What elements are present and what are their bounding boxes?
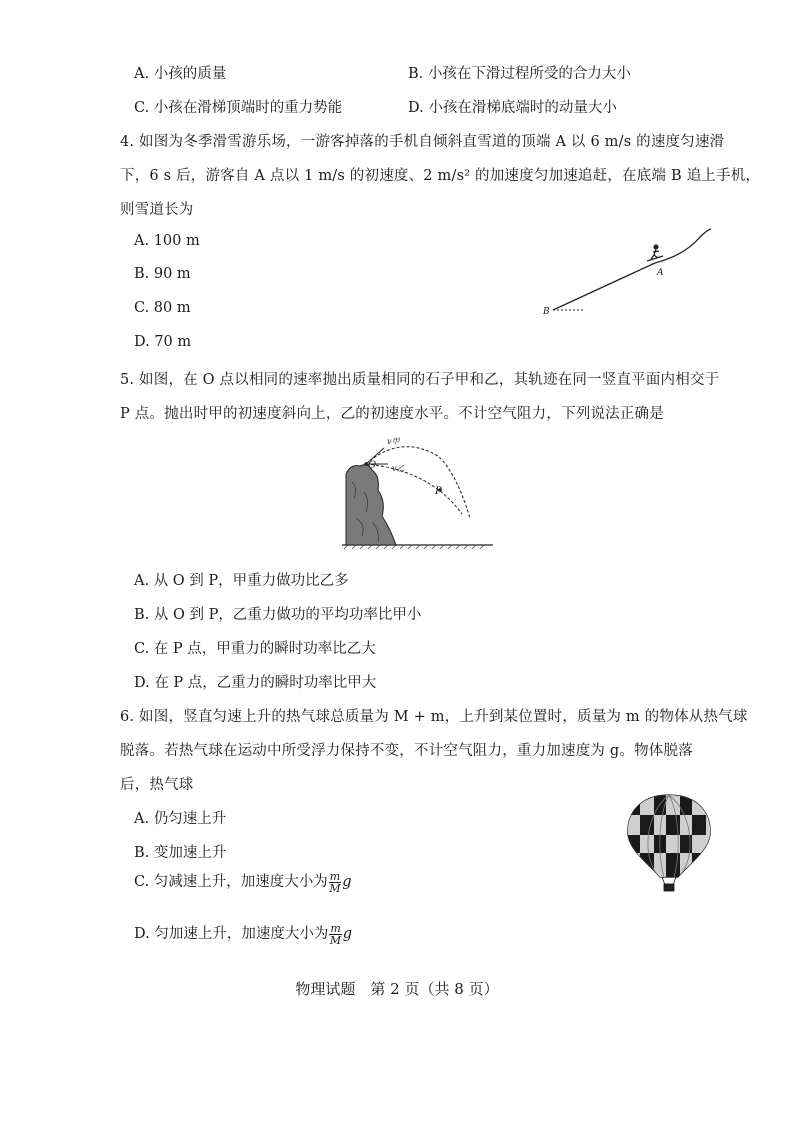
skier-icon bbox=[647, 245, 663, 262]
fraction-numerator: m bbox=[330, 921, 341, 935]
fraction-numerator: m bbox=[329, 869, 341, 883]
point-o-label: O bbox=[368, 460, 377, 471]
q4-option-a: A. 100 m bbox=[134, 233, 200, 249]
gravity-symbol: g bbox=[342, 874, 352, 890]
q4-stem-line2: 下，6 s 后，游客自 A 点以 1 m/s 的初速度、2 m/s² 的加速度匀加速追赶，在底端 B 追上手机， bbox=[120, 168, 761, 184]
q6-option-d-text: D. 匀加速上升，加速度大小为 bbox=[134, 926, 329, 942]
balloon-basket bbox=[664, 884, 674, 891]
q6-stem-line2: 脱落。若热气球在运动中所受浮力保持不变，不计空气阻力，重力加速度为 g。物体脱落 bbox=[120, 743, 693, 759]
q5-stem-line2: P 点。抛出时甲的初速度斜向上，乙的初速度水平。不计空气阻力，下列说法正确是 bbox=[120, 406, 664, 422]
q4-option-b: B. 90 m bbox=[134, 266, 191, 282]
projectile-figure bbox=[338, 432, 498, 554]
q4-stem-line1: 4. 如图为冬季滑雪游乐场，一游客掉落的手机自倾斜直雪道的顶端 A 以 6 m/s 的速度匀速滑 bbox=[120, 134, 725, 150]
ski-slope-line bbox=[553, 229, 711, 310]
cliff-rock bbox=[346, 465, 396, 545]
q3-option-c: C. 小孩在滑梯顶端时的重力势能 bbox=[134, 100, 343, 116]
q5-option-c: C. 在 P 点，甲重力的瞬时功率比乙大 bbox=[134, 641, 376, 657]
fraction-m-over-M bbox=[329, 871, 341, 894]
v-yi-label: v乙 bbox=[392, 464, 405, 473]
q5-option-b: B. 从 O 到 P，乙重力做功的平均功率比甲小 bbox=[134, 607, 422, 623]
point-a-label: A bbox=[657, 268, 664, 278]
q5-stem-line1: 5. 如图，在 O 点以相同的速率抛出质量相同的石子甲和乙，其轨迹在同一竖直平面内相交于 bbox=[120, 372, 720, 388]
v-jia-label: v甲 bbox=[387, 437, 400, 446]
q3-option-b: B. 小孩在下滑过程所受的合力大小 bbox=[408, 66, 631, 82]
q5-option-d: D. 在 P 点，乙重力的瞬时功率比甲大 bbox=[134, 675, 377, 691]
q6-stem-line1: 6. 如图，竖直匀速上升的热气球总质量为 M + m，上升到某位置时，质量为 m 的物体从热气球 bbox=[120, 709, 748, 725]
q4-option-c: C. 80 m bbox=[134, 300, 191, 316]
fraction-denominator: M bbox=[329, 933, 342, 947]
point-b-label: B bbox=[543, 307, 550, 317]
fraction-denominator: M bbox=[329, 881, 341, 895]
q3-option-d: D. 小孩在滑梯底端时的动量大小 bbox=[408, 100, 617, 116]
q6-option-a: A. 仍匀速上升 bbox=[134, 811, 227, 827]
q6-option-d bbox=[134, 922, 352, 946]
fraction-m-over-M bbox=[329, 923, 341, 946]
point-p-label: P bbox=[435, 486, 442, 497]
q3-option-a: A. 小孩的质量 bbox=[134, 66, 227, 82]
q4-stem-line3: 则雪道长为 bbox=[120, 202, 194, 218]
q6-option-c-text: C. 匀减速上升，加速度大小为 bbox=[134, 874, 328, 890]
gravity-symbol: g bbox=[342, 926, 353, 942]
hot-air-balloon-figure bbox=[624, 793, 714, 893]
q4-option-d: D. 70 m bbox=[134, 334, 192, 350]
ski-slope-figure bbox=[535, 225, 715, 320]
page-footer: 物理试题 第 2 页（共 8 页） bbox=[295, 980, 499, 998]
q6-option-c bbox=[134, 870, 352, 894]
q6-option-b: B. 变加速上升 bbox=[134, 845, 227, 861]
q5-option-a: A. 从 O 到 P，甲重力做功比乙多 bbox=[134, 573, 349, 589]
q6-stem-line3: 后，热气球 bbox=[120, 777, 194, 793]
